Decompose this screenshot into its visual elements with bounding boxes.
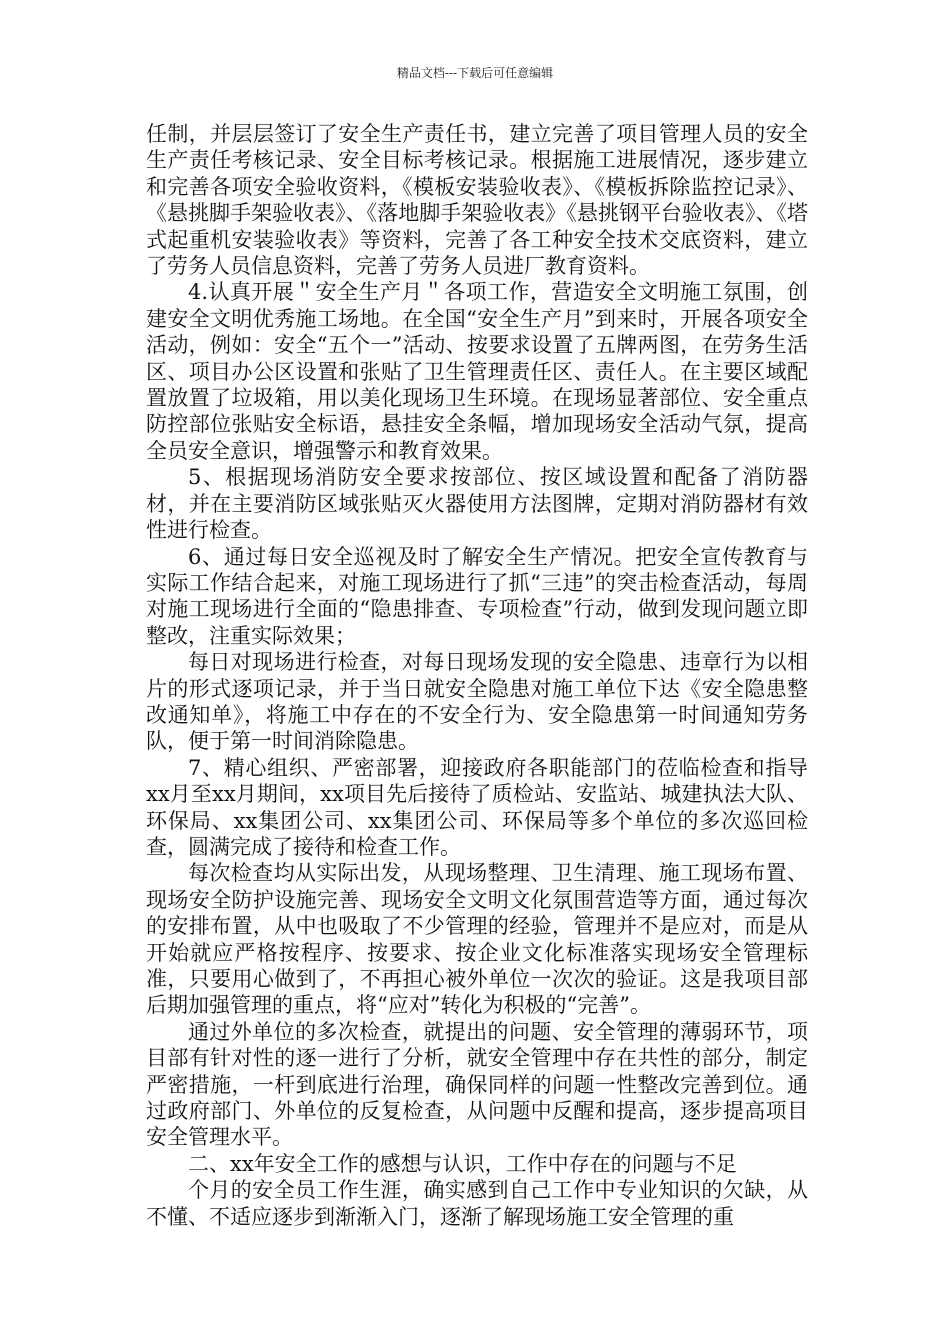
paragraph: 4.认真开展＂安全生产月＂各项工作，营造安全文明施工氛围，创建安全文明优秀施工场地。在全国“安全生产月”到来时，开展各项安全活动，例如：安全“五个一”活动、按要求设置了五牌两图，在劳务生活区、项目办公区设置和张贴了卫生管理责任区、责任人。在主要区域配置放置了垃圾箱，用以美化现场卫生环境。在现场显著部位、安全重点防控部位张贴安全标语，悬挂安全条幅，增加现场安全活动气氛，提高全员安全意识，增强警示和教育效果。 bbox=[146, 280, 808, 463]
paragraph: 6、通过每日安全巡视及时了解安全生产情况。把安全宣传教育与实际工作结合起来，对施工现场进行了抓“三违”的突击检查活动，每周对施工现场进行全面的“隐患排查、专项检查”行动，做到发现问题立即整改，注重实际效果； bbox=[146, 544, 808, 648]
paragraph: 每次检查均从实际出发，从现场整理、卫生清理、施工现场布置、现场安全防护设施完善、现场安全文明文化氛围营造等方面，通过每次的安排布置，从中也吸取了不少管理的经验，管理并不是应对，而是从开始就应严格按程序、按要求、按企业文化标准落实现场安全管理标准，只要用心做到了，不再担心被外单位一次次的验证。这是我项目部后期加强管理的重点，将“应对”转化为积极的“完善”。 bbox=[146, 861, 808, 1018]
paragraph: 任制，并层层签订了安全生产责任书，建立完善了项目管理人员的安全生产责任考核记录、安全目标考核记录。根据施工进展情况，逐步建立和完善各项安全验收资料，《模板安装验收表》、《模板拆除监控记录》、《悬挑脚手架验收表》、《落地脚手架验收表》《悬挑钢平台验收表》、《塔式起重机安装验收表》等资料，完善了各工种安全技术交底资料，建立了劳务人员信息资料，完善了劳务人员进厂教育资料。 bbox=[146, 122, 808, 279]
paragraph: 个月的安全员工作生涯，确实感到自己工作中专业知识的欠缺，从不懂、不适应逐步到渐渐入门，逐渐了解现场施工安全管理的重 bbox=[146, 1178, 808, 1229]
section-heading: 二、xx年安全工作的感想与认识，工作中存在的问题与不足 bbox=[188, 1151, 737, 1176]
paragraph: 每日对现场进行检查，对每日现场发现的安全隐患、违章行为以相片的形式逐项记录，并于当日就安全隐患对施工单位下达《安全隐患整改通知单》，将施工中存在的不安全行为、安全隐患第一时间通知劳务队，便于第一时间消除隐患。 bbox=[146, 650, 808, 754]
paragraph: 通过外单位的多次检查，就提出的问题、安全管理的薄弱环节，项目部有针对性的逐一进行了分析，就安全管理中存在共性的部分，制定严密措施，一杆到底进行治理，确保同样的问题一性整改完善到位。通过政府部门、外单位的反复检查，从问题中反醒和提高，逐步提高项目安全管理水平。 bbox=[146, 1019, 808, 1150]
page-header: 精品文档---下载后可任意编辑 bbox=[396, 66, 554, 80]
paragraph: 7、精心组织、严密部署，迎接政府各职能部门的莅临检查和指导xx月至xx月期间，xx项目先后接待了质检站、安监站、城建执法大队、环保局、xx集团公司、xx集团公司、环保局等多个单位的多次巡回检查，圆满完成了接待和检查工作。 bbox=[146, 755, 808, 859]
body-text bbox=[146, 121, 808, 1230]
paragraph: 5、根据现场消防安全要求按部位、按区域设置和配备了消防器材，并在主要消防区域张贴灭火器使用方法图牌，定期对消防器材有效性进行检查。 bbox=[146, 465, 808, 543]
